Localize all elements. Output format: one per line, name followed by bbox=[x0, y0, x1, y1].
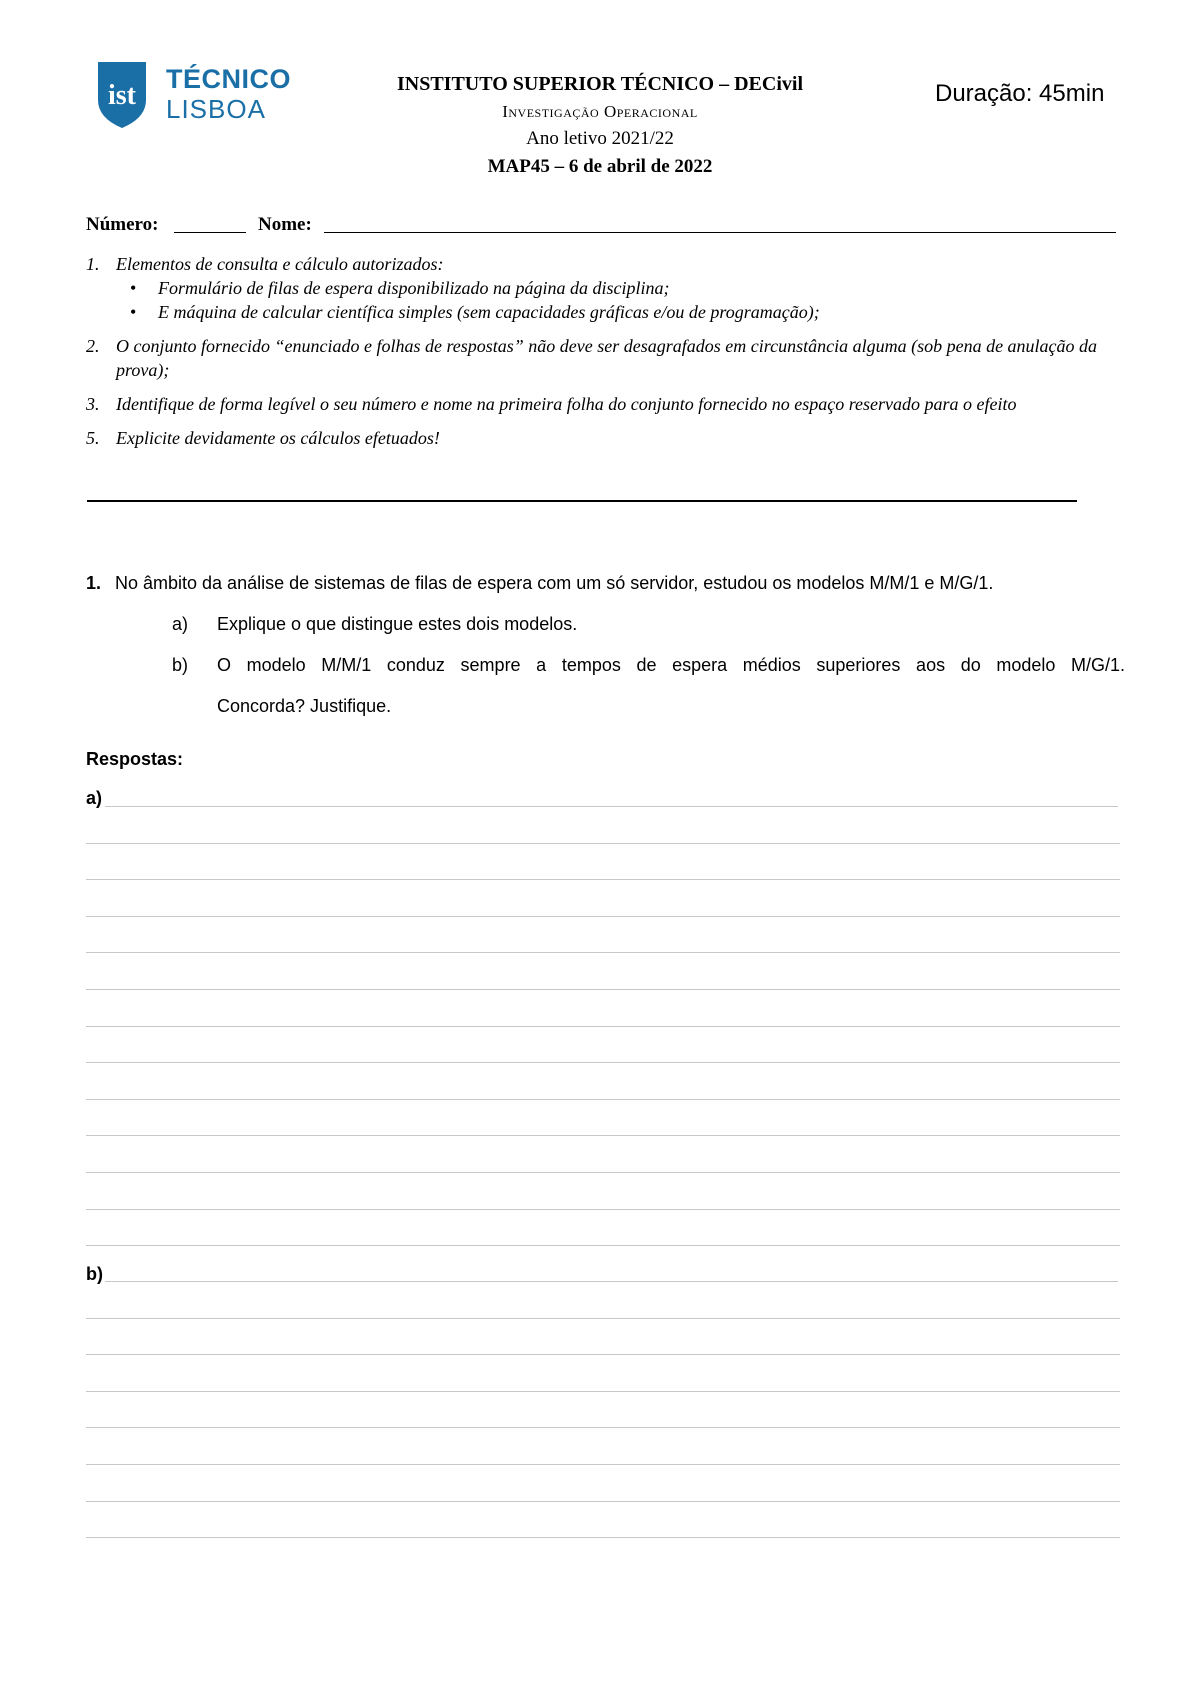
logo-line2: LISBOA bbox=[166, 94, 266, 124]
answer-line[interactable] bbox=[86, 916, 1120, 917]
answer-line[interactable] bbox=[86, 1354, 1120, 1355]
question-number: 1. bbox=[86, 573, 102, 593]
answer-b-label: b) bbox=[86, 1264, 103, 1284]
instruction-number: 1. bbox=[86, 254, 100, 274]
answer-line[interactable] bbox=[86, 843, 1120, 844]
name-label: Nome: bbox=[258, 214, 312, 235]
answer-line[interactable] bbox=[86, 1026, 1120, 1027]
answer-line[interactable] bbox=[86, 1464, 1120, 1465]
ist-logo bbox=[96, 60, 291, 132]
answer-line[interactable] bbox=[86, 1209, 1120, 1210]
answers-title: Respostas: bbox=[86, 749, 184, 769]
subquestion-a-text: Explique o que distingue estes dois modelos. bbox=[217, 614, 578, 634]
answer-line[interactable] bbox=[86, 1427, 1120, 1428]
subquestion-b-text: O modelo M/M/1 conduz sempre a tempos de espera médios superiores aos do modelo M/G/1. bbox=[217, 655, 1125, 675]
subquestion-b-text-cont: Concorda? Justifique. bbox=[217, 696, 392, 716]
bullet-text: E máquina de calcular científica simples (sem capacidades gráficas e/ou de programação); bbox=[158, 302, 820, 322]
bullet-text: Formulário de filas de espera disponibilizado na página da disciplina; bbox=[158, 278, 670, 298]
answer-a-label: a) bbox=[86, 788, 103, 808]
subquestion-b-label: b) bbox=[172, 655, 189, 675]
answer-line[interactable] bbox=[86, 879, 1120, 880]
answer-line[interactable] bbox=[86, 1172, 1120, 1173]
logo-line1: TÉCNICO bbox=[166, 64, 291, 94]
instruction-number: 2. bbox=[86, 336, 100, 356]
answer-line[interactable] bbox=[86, 1501, 1120, 1502]
instruction-bullet bbox=[86, 300, 1126, 324]
question-text: No âmbito da análise de sistemas de filas de espera com um só servidor, estudou os modelos M/M/1 e M/G/1. bbox=[115, 573, 994, 593]
instruction-text: Explicite devidamente os cálculos efetuados! bbox=[116, 428, 440, 448]
instruction-item bbox=[86, 252, 1126, 324]
institution-title: INSTITUTO SUPERIOR TÉCNICO – DECivil bbox=[396, 73, 804, 95]
section-divider bbox=[87, 500, 1077, 502]
answer-line[interactable] bbox=[105, 1281, 1118, 1282]
answer-line[interactable] bbox=[105, 806, 1118, 807]
course-title: Investigação Operacional bbox=[502, 102, 698, 121]
instructions-list bbox=[86, 252, 1126, 460]
identification-line bbox=[86, 214, 1116, 238]
instruction-number: 5. bbox=[86, 428, 100, 448]
instruction-item bbox=[86, 426, 1126, 450]
exam-duration: Duração: 45min bbox=[935, 80, 1105, 107]
instruction-number: 3. bbox=[86, 394, 100, 414]
bullet-icon: • bbox=[130, 278, 137, 298]
subquestion-a-label: a) bbox=[172, 614, 189, 634]
answer-line[interactable] bbox=[86, 1099, 1120, 1100]
instruction-bullet bbox=[86, 276, 1126, 300]
answer-line[interactable] bbox=[86, 1135, 1120, 1136]
svg-text:ist: ist bbox=[108, 80, 136, 111]
instruction-item bbox=[86, 334, 1126, 382]
answer-line[interactable] bbox=[86, 1391, 1120, 1392]
instruction-text: O conjunto fornecido “enunciado e folhas de respostas” não deve ser desagrafados em circunstância alguma (sob pena de anulação da prova); bbox=[116, 336, 1098, 380]
academic-year: Ano letivo 2021/22 bbox=[526, 128, 674, 149]
instruction-text: Elementos de consulta e cálculo autorizados: bbox=[116, 254, 444, 274]
ist-shield-icon bbox=[96, 60, 148, 130]
answer-line[interactable] bbox=[86, 952, 1120, 953]
answer-line[interactable] bbox=[86, 1245, 1120, 1246]
bullet-icon: • bbox=[130, 302, 137, 322]
name-field[interactable] bbox=[324, 232, 1116, 233]
answer-line[interactable] bbox=[86, 1537, 1120, 1538]
answer-line[interactable] bbox=[86, 1062, 1120, 1063]
number-label: Número: bbox=[86, 214, 159, 235]
instruction-item bbox=[86, 392, 1126, 416]
exam-title: MAP45 – 6 de abril de 2022 bbox=[487, 156, 713, 177]
number-field[interactable] bbox=[174, 232, 246, 233]
answer-line[interactable] bbox=[86, 989, 1120, 990]
instruction-text: Identifique de forma legível o seu número e nome na primeira folha do conjunto fornecido no espaço reservado para o efeito bbox=[116, 394, 1017, 414]
answer-line[interactable] bbox=[86, 1318, 1120, 1319]
